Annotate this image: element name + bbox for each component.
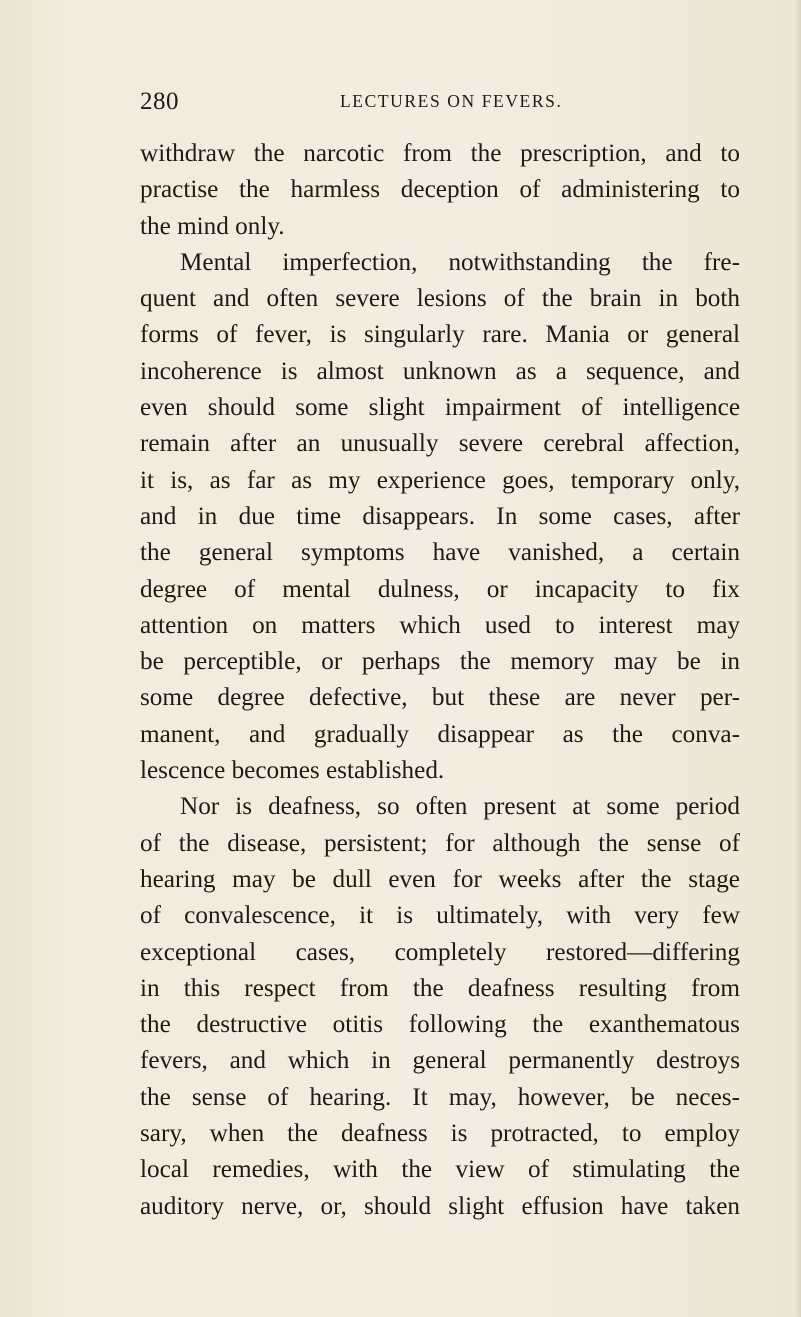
text-line: manent, and gradually disappear as the conva-	[140, 720, 740, 748]
text-line: remain after an unusually severe cerebral affection,	[140, 430, 740, 458]
text-line: withdraw the narcotic from the prescription, and to	[140, 140, 740, 167]
text-line: of convalescence, it is ultimately, with very few	[140, 902, 740, 930]
text-line: sary, when the deafness is protracted, to employ	[140, 1120, 740, 1148]
text-line: auditory nerve, or, should slight effusion have taken	[140, 1192, 740, 1220]
text-line: local remedies, with the view of stimulating the	[140, 1156, 740, 1184]
running-head-title: LECTURES ON FEVERS.	[340, 91, 563, 111]
text-line: forms of fever, is singularly rare. Mania or general	[140, 321, 740, 349]
body-text	[140, 136, 740, 1225]
text-line: Mental imperfection, notwithstanding the fre-	[180, 248, 740, 276]
text-line: attention on matters which used to interest may	[140, 611, 740, 639]
text-line: exceptional cases, completely restored—differing	[140, 938, 740, 966]
text-line: incoherence is almost unknown as a sequence, and	[140, 357, 740, 385]
text-line: practise the harmless deception of administering to	[140, 176, 740, 204]
text-line: hearing may be dull even for weeks after the stage	[140, 865, 740, 893]
text-line: be perceptible, or perhaps the memory may be in	[140, 648, 740, 676]
running-head	[140, 88, 700, 116]
text-line: it is, as far as my experience goes, temporary only,	[140, 466, 740, 494]
text-line: the destructive otitis following the exanthematous	[140, 1011, 740, 1039]
text-line: fevers, and which in general permanently destroys	[140, 1047, 740, 1075]
text-line: the mind only.	[140, 212, 285, 240]
text-line: in this respect from the deafness resulting from	[140, 974, 740, 1002]
page-number: 280	[140, 88, 179, 115]
text-line: even should some slight impairment of intelligence	[140, 394, 740, 422]
text-line: Nor is deafness, so often present at some period	[180, 793, 740, 821]
text-line: quent and often severe lesions of the brain in both	[140, 285, 740, 313]
text-line: some degree defective, but these are never per-	[140, 684, 740, 712]
text-line: the general symptoms have vanished, a certain	[140, 539, 740, 567]
text-line: the sense of hearing. It may, however, be neces-	[140, 1083, 740, 1111]
text-line: of the disease, persistent; for although the sense of	[140, 829, 740, 857]
text-line: and in due time disappears. In some cases, after	[140, 502, 740, 530]
text-line: degree of mental dulness, or incapacity to fix	[140, 575, 740, 603]
text-line: lescence becomes established.	[140, 757, 445, 785]
page-edge-shadow	[795, 0, 801, 1317]
